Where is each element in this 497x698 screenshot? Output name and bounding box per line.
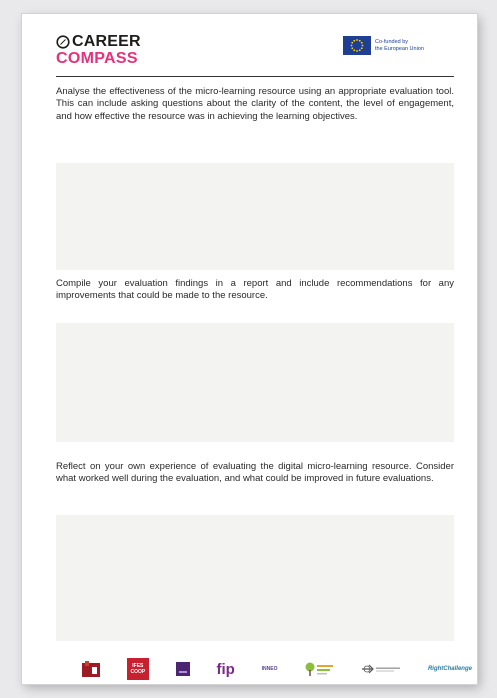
partner-logo-red-icon [82, 661, 100, 677]
partner-logo-arrow-icon [361, 662, 401, 676]
logo-text-compass: COMPASS [56, 50, 138, 67]
answer-box-1[interactable] [56, 163, 454, 270]
eu-text-line2: the European Union [375, 45, 424, 52]
partner-logo-inneo [262, 666, 278, 672]
compass-icon [56, 35, 70, 49]
partner-text-right-challenge: RightChallenge [427, 666, 472, 672]
partner-logo-right-challenge [428, 666, 472, 672]
partner-text-fip: fip [216, 660, 235, 678]
partner-logo-fip [216, 661, 234, 678]
eu-cofunded-badge [343, 36, 424, 55]
answer-box-3[interactable] [56, 515, 454, 641]
instruction-paragraph-2: Compile your evaluation findings in a report and include recommendations for any improvements that could be made to the resource. [56, 278, 454, 302]
partner-logos-footer [82, 658, 472, 680]
answer-box-2[interactable] [56, 323, 454, 442]
logo-text-career: CAREER [72, 33, 141, 50]
eu-text-line1: Co-funded by [375, 38, 409, 45]
eu-cofunded-text [375, 39, 424, 53]
header-divider [56, 76, 454, 77]
partner-logo-purple-icon [176, 662, 190, 676]
partner-text-inneo: INNEO [261, 666, 278, 672]
career-compass-logo [56, 34, 141, 67]
partner-logo-tree-icon [304, 662, 334, 676]
partner-logo-ifes-coop [127, 658, 149, 680]
eu-flag-icon [343, 36, 371, 55]
instruction-paragraph-3: Reflect on your own experience of evaluating the digital micro-learning resource. Consider what worked well during the evaluation, and what could be improved in future evaluations. [56, 461, 454, 485]
partner-text-ifes-coop: IFES COOP [130, 663, 146, 675]
worksheet-page [22, 14, 477, 684]
instruction-paragraph-1: Analyse the effectiveness of the micro-learning resource using an appropriate evaluation tool. This can include asking questions about the clarity of the content, the level of engagement, and how effective the resource was in achieving the learning objectives. [56, 86, 454, 122]
